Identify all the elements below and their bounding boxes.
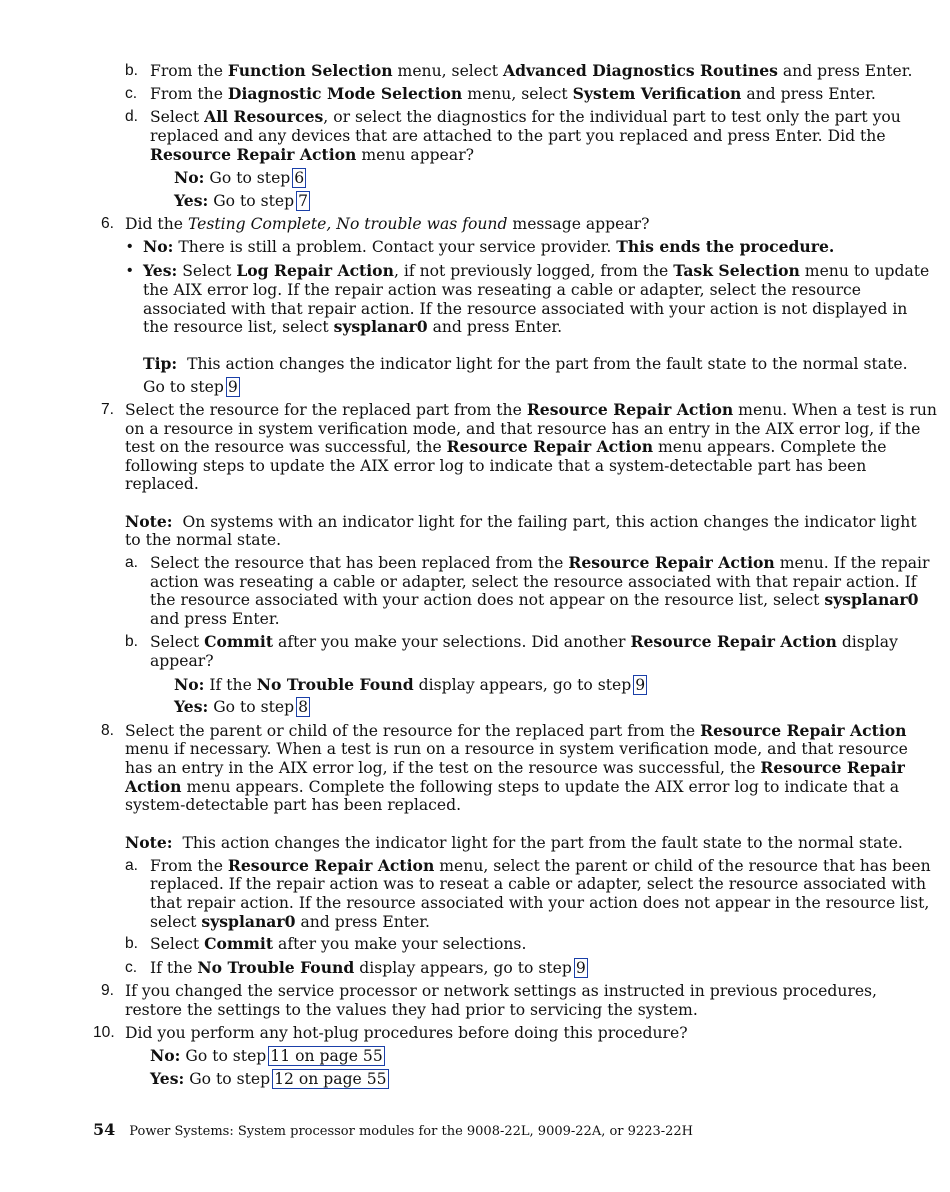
- step-8-line-3: has an entry in the AIX error log, if the test on the resource was successful, the Resource Repair: [125, 758, 905, 777]
- step-7a-line-1: Select the resource that has been replaced from the Resource Repair Action menu. If the repair: [150, 553, 930, 572]
- link-step-9[interactable]: 9: [575, 959, 586, 977]
- step-8-note: Note: This action changes the indicator light for the part from the fault state to the normal state.: [125, 833, 903, 852]
- link-step-7[interactable]: 7: [298, 192, 309, 210]
- list-marker: a.: [125, 554, 139, 571]
- link-step-11[interactable]: 11 on page 55: [270, 1047, 383, 1065]
- bullet: •: [127, 238, 133, 255]
- step-8a-line-3: that repair action. If the resource associated with your action does not appear in the resource list,: [150, 894, 930, 912]
- step-6-tip: Tip: This action changes the indicator light for the part from the fault state to the normal state.: [143, 354, 908, 373]
- step-8c-text: If the No Trouble Found display appears, go to step 9: [150, 958, 586, 977]
- link-step-6[interactable]: 6: [294, 169, 305, 187]
- step-10-text: Did you perform any hot-plug procedures before doing this procedure?: [125, 1024, 688, 1042]
- step-7-line-4: following steps to update the AIX error log to indicate that a system-detectable part has been: [125, 457, 867, 475]
- link-step-9[interactable]: 9: [227, 378, 238, 396]
- step-9-line-1: If you changed the service processor or network settings as instructed in previous procedures,: [125, 982, 878, 1000]
- list-marker: 7.: [101, 401, 115, 418]
- step-7-line-1: Select the resource for the replaced part from the Resource Repair Action menu. When a test is run: [125, 400, 937, 419]
- step-5d-yes: Yes: Go to step 7: [174, 191, 309, 210]
- step-5d-line-1: Select All Resources, or select the diagnostics for the individual part to test only the part you: [150, 107, 901, 126]
- step-5b-text: From the Function Selection menu, select Advanced Diagnostics Routines and press Enter.: [150, 61, 913, 80]
- list-marker: a.: [125, 857, 139, 874]
- list-marker: c.: [125, 959, 138, 976]
- step-8-line-1: Select the parent or child of the resource for the replaced part from the Resource Repair Action: [125, 721, 907, 740]
- list-marker: 6.: [101, 215, 115, 232]
- list-marker: 8.: [101, 722, 115, 739]
- step-8a-line-1: From the Resource Repair Action menu, select the parent or child of the resource that has been: [150, 856, 931, 875]
- step-10-yes: Yes: Go to step 12 on page 55: [150, 1069, 387, 1088]
- page-footer: [93, 1122, 693, 1140]
- list-marker: 9.: [101, 982, 115, 999]
- step-7-note-line-2: to the normal state.: [125, 531, 282, 549]
- list-marker: b.: [125, 62, 139, 79]
- step-6-text: Did the Testing Complete, No trouble was found message appear?: [125, 215, 650, 233]
- step-6-yes-line-1: Yes: Select Log Repair Action, if not previously logged, from the Task Selection menu to update: [143, 261, 930, 280]
- link-step-12[interactable]: 12 on page 55: [274, 1070, 387, 1088]
- step-6-yes-line-4: the resource list, select sysplanar0 and press Enter.: [143, 317, 563, 336]
- step-6-no: No: There is still a problem. Contact your service provider. This ends the procedure.: [143, 237, 835, 256]
- step-8-line-5: system-detectable part has been replaced.: [125, 796, 462, 814]
- footer-title: Power Systems: System processor modules for the 9008-22L, 9009-22A, or 9223-22H: [129, 1124, 694, 1139]
- step-8a-line-4: select sysplanar0 and press Enter.: [150, 912, 430, 931]
- list-marker: d.: [125, 108, 139, 125]
- list-marker: b.: [125, 935, 139, 952]
- step-7b-line-2: appear?: [150, 652, 214, 670]
- step-7a-line-4: and press Enter.: [150, 610, 280, 628]
- list-marker: 10.: [93, 1024, 115, 1041]
- step-7-line-2: on a resource in system verification mode, and that resource has an entry in the AIX error log, if the: [125, 420, 921, 438]
- bullet: •: [127, 262, 133, 279]
- step-7b-yes: Yes: Go to step 8: [174, 697, 309, 716]
- list-marker: c.: [125, 85, 138, 102]
- link-step-9[interactable]: 9: [635, 676, 646, 694]
- list-marker: b.: [125, 633, 139, 650]
- step-6-goto: Go to step 9: [143, 378, 238, 396]
- step-9-line-2: restore the settings to the values they had prior to servicing the system.: [125, 1001, 698, 1019]
- step-8a-line-2: replaced. If the repair action was to reseat a cable or adapter, select the resource associated with: [150, 875, 926, 893]
- step-7b-no: No: If the No Trouble Found display appears, go to step 9: [174, 675, 646, 694]
- step-8b-text: Select Commit after you make your selections.: [150, 934, 527, 953]
- step-7a-line-3: the resource associated with your action does not appear on the resource list, select sysplanar0: [150, 590, 919, 609]
- step-7-line-5: replaced.: [125, 475, 199, 493]
- step-5d-line-2: replaced and any devices that are attached to the part you replaced and press Enter. Did the: [150, 127, 886, 145]
- step-5c-text: From the Diagnostic Mode Selection menu, select System Verification and press Enter.: [150, 84, 876, 103]
- step-6-yes-line-2: the AIX error log. If the repair action was reseating a cable or adapter, select the resource: [143, 281, 862, 299]
- step-6-yes-line-3: associated with that repair action. If the resource associated with your action is not displayed in: [143, 300, 908, 318]
- step-7-line-3: test on the resource was successful, the Resource Repair Action menu appears. Complete the: [125, 437, 887, 456]
- link-step-8[interactable]: 8: [298, 698, 309, 716]
- step-8-line-4: Action menu appears. Complete the following steps to update the AIX error log to indicate that a: [125, 777, 899, 796]
- step-7-note-line-1: Note: On systems with an indicator light for the failing part, this action changes the indicator light: [125, 512, 917, 531]
- step-5d-line-3: Resource Repair Action menu appear?: [150, 145, 475, 164]
- step-5d-no: No: Go to step 6: [174, 168, 305, 187]
- step-8-line-2: menu if necessary. When a test is run on a resource in system verification mode, and that resource: [125, 740, 908, 758]
- step-7a-line-2: action was reseating a cable or adapter, select the resource associated with that repair action. If: [150, 573, 917, 591]
- step-10-no: No: Go to step 11 on page 55: [150, 1046, 383, 1065]
- step-7b-line-1: Select Commit after you make your selections. Did another Resource Repair Action display: [150, 632, 898, 651]
- page-number: 54: [93, 1120, 116, 1139]
